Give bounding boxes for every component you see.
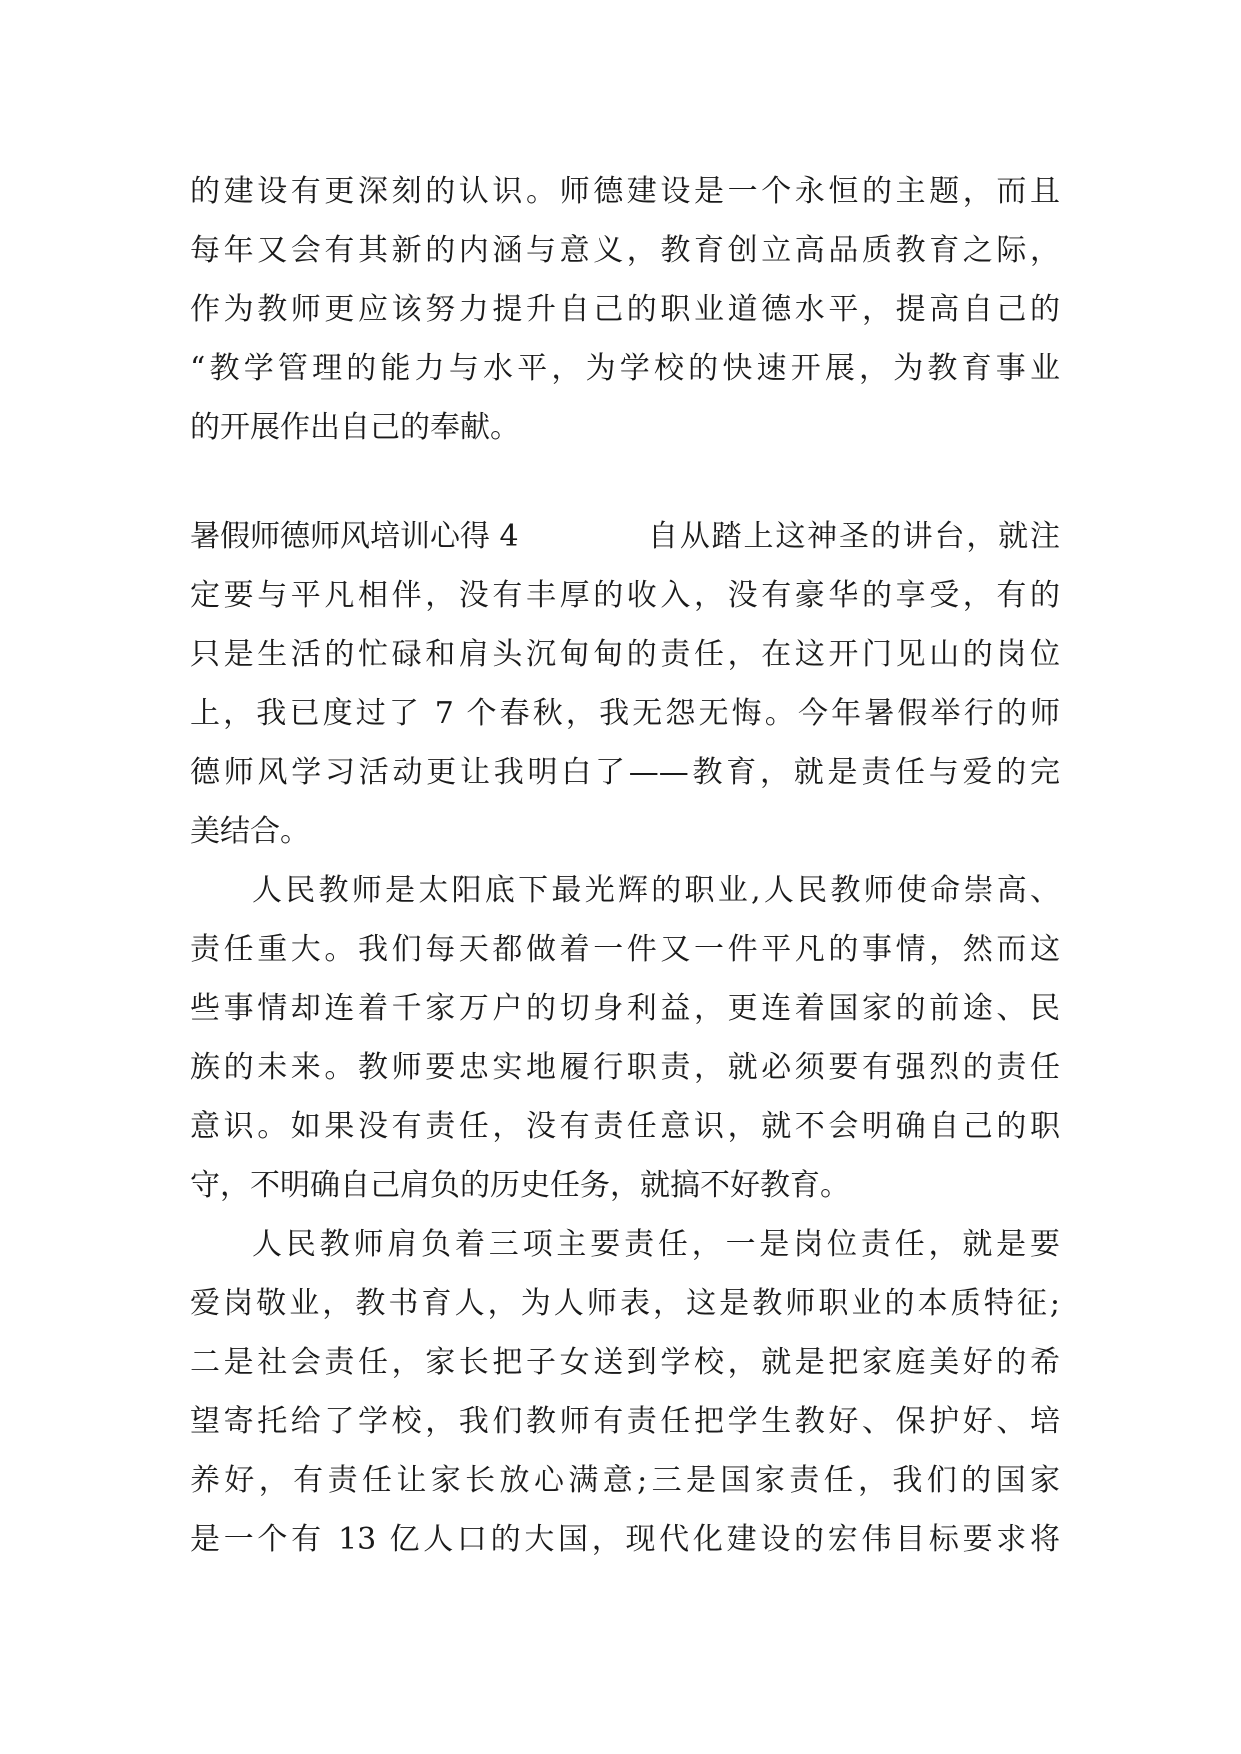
- text-line: 守，不明确自己肩负的历史任务，就搞不好教育。: [190, 1168, 850, 1203]
- text-line: 每年又会有其新的内涵与意义，教育创立高品质教育之际，: [190, 233, 1060, 268]
- text-line: 责任重大。我们每天都做着一件又一件平凡的事情，然而这: [190, 932, 1060, 967]
- section-heading-row: [190, 507, 1060, 566]
- text-line: 人民教师是太阳底下最光辉的职业,人民教师使命崇高、: [252, 873, 1060, 908]
- text-line: 是一个有 13 亿人口的大国，现代化建设的宏伟目标要求将: [190, 1522, 1060, 1557]
- text-line: 族的未来。教师要忠实地履行职责，就必须要有强烈的责任: [190, 1050, 1060, 1085]
- text-line: 上，我已度过了 7 个春秋，我无怨无悔。今年暑假举行的师: [190, 696, 1060, 731]
- text-line: 望寄托给了学校，我们教师有责任把学生教好、保护好、培: [190, 1404, 1060, 1439]
- paragraph-continuation: [190, 162, 1060, 457]
- text-line: 爱岗敬业，教书育人，为人师表，这是教师职业的本质特征;: [190, 1286, 1060, 1321]
- text-line: 二是社会责任，家长把子女送到学校，就是把家庭美好的希: [190, 1345, 1060, 1380]
- paragraph: [190, 861, 1060, 1215]
- text-line: 作为教师更应该努力提升自己的职业道德水平，提高自己的: [190, 292, 1060, 327]
- text-line: 些事情却连着千家万户的切身利益，更连着国家的前途、民: [190, 991, 1060, 1026]
- section-4: [190, 507, 1060, 861]
- paragraph: [190, 1215, 1060, 1569]
- text-line: 只是生活的忙碌和肩头沉甸甸的责任，在这开门见山的岗位: [190, 637, 1060, 672]
- section-spacer: [190, 457, 1060, 507]
- document-body: [190, 162, 1060, 1569]
- text-line: 的建设有更深刻的认识。师德建设是一个永恒的主题，而且: [190, 174, 1060, 209]
- text-line: 美结合。: [190, 814, 310, 849]
- text-line: 的开展作出自己的奉献。: [190, 410, 520, 445]
- text-line: 定要与平凡相伴，没有丰厚的收入，没有豪华的享受，有的: [190, 578, 1060, 613]
- text-line: 人民教师肩负着三项主要责任，一是岗位责任，就是要: [252, 1227, 1060, 1262]
- text-line: 养好，有责任让家长放心满意;三是国家责任，我们的国家: [190, 1463, 1060, 1498]
- text-line: 意识。如果没有责任，没有责任意识，就不会明确自己的职: [190, 1109, 1060, 1144]
- text-line: 德师风学习活动更让我明白了——教育，就是责任与爱的完: [190, 755, 1060, 790]
- section-heading: 暑假师德师风培训心得 4: [190, 519, 519, 554]
- text-line: “教学管理的能力与水平，为学校的快速开展，为教育事业: [190, 351, 1060, 386]
- text-line: 自从踏上这神圣的讲台，就注: [648, 519, 1060, 554]
